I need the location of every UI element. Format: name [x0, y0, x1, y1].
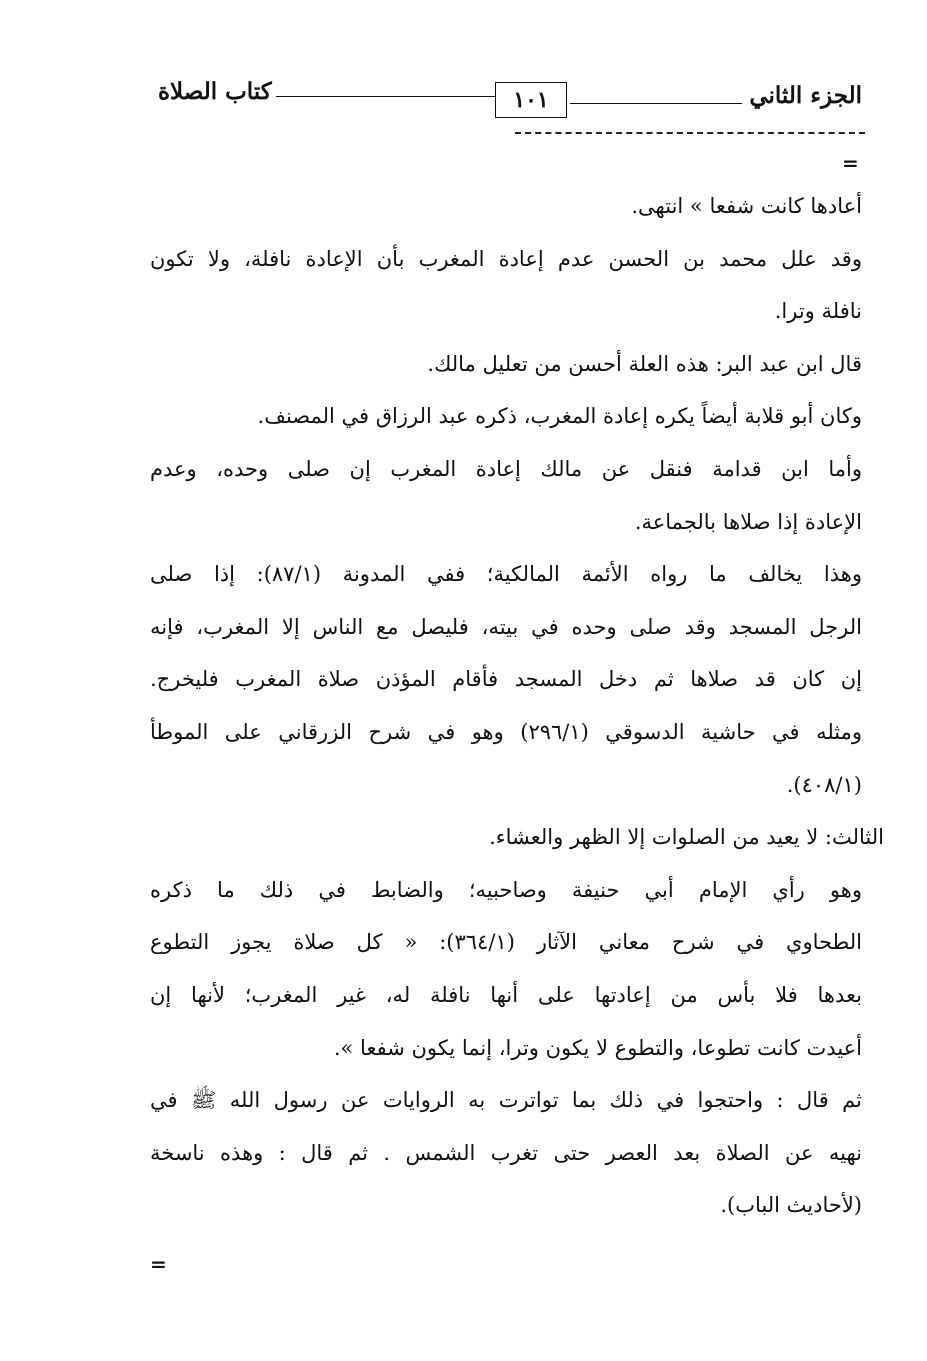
page-header — [150, 70, 870, 130]
volume-label: الجزء الثاني — [749, 82, 862, 109]
section-heading-line: الثالث: لا يعيد من الصلوات إلا الظهر والعشاء. — [489, 825, 884, 850]
text-line: الطحاوي في شرح معاني الآثار (٣٦٤/١): « كل صلاة يجوز التطوع — [150, 930, 862, 955]
continuation-mark-top: = — [842, 151, 859, 175]
continuation-mark-bottom: = — [150, 1252, 167, 1276]
text-line: قال ابن عبد البر: هذه العلة أحسن من تعليل مالك. — [427, 351, 862, 376]
text-line: وهذا يخالف ما رواه الأئمة المالكية؛ ففي المدونة (٨٧/١): إذا صلى — [150, 562, 862, 587]
text-line: الرجل المسجد وقد صلى وحده في بيته، فليصل مع الناس إلا المغرب، فإنه — [150, 614, 862, 639]
body-text — [150, 180, 884, 1232]
text-line: الإعادة إذا صلاها بالجماعة. — [634, 509, 862, 534]
text-line: ومثله في حاشية الدسوقي (٢٩٦/١) وهو في شرح الزرقاني على الموطأ — [150, 719, 862, 744]
page-number: ١٠١ — [495, 82, 567, 118]
text-line: نهيه عن الصلاة بعد العصر حتى تغرب الشمس . ثم قال : وهذه ناسخة — [150, 1140, 862, 1165]
text-line: بعدها فلا بأس من إعادتها على أنها نافلة له، غير المغرب؛ لأنها إن — [150, 982, 862, 1007]
text-line: (٤٠٨/١). — [786, 772, 862, 797]
text-line: وهو رأي الإمام أبي حنيفة وصاحبيه؛ والضابط في ذلك ما ذكره — [150, 877, 862, 902]
text-line: (لأحاديث الباب). — [720, 1193, 862, 1218]
header-rule-left — [276, 96, 496, 97]
text-line: إن كان قد صلاها ثم دخل المسجد فأقام المؤذن صلاة المغرب فليخرج. — [150, 667, 862, 692]
text-line: أعيدت كانت تطوعا، والتطوع لا يكون وترا، إنما يكون شفعا ». — [333, 1035, 862, 1060]
text-line: وكان أبو قلابة أيضاً يكره إعادة المغرب، ذكره عبد الرزاق في المصنف. — [257, 404, 862, 429]
text-line: ثم قال : واحتجوا في ذلك بما تواترت به الروايات عن رسول الله ﷺ في — [150, 1088, 862, 1113]
text-line: نافلة وترا. — [774, 299, 862, 324]
dashed-separator — [515, 132, 865, 134]
text-line: وأما ابن قدامة فنقل عن مالك إعادة المغرب إن صلى وحده، وعدم — [150, 456, 862, 481]
text-line: أعادها كانت شفعا » انتهى. — [631, 194, 862, 218]
text-line: وقد علل محمد بن الحسن عدم إعادة المغرب بأن الإعادة نافلة، ولا تكون — [150, 246, 862, 271]
book-title: كتاب الصلاة — [158, 78, 272, 105]
header-rule-right — [570, 103, 742, 104]
